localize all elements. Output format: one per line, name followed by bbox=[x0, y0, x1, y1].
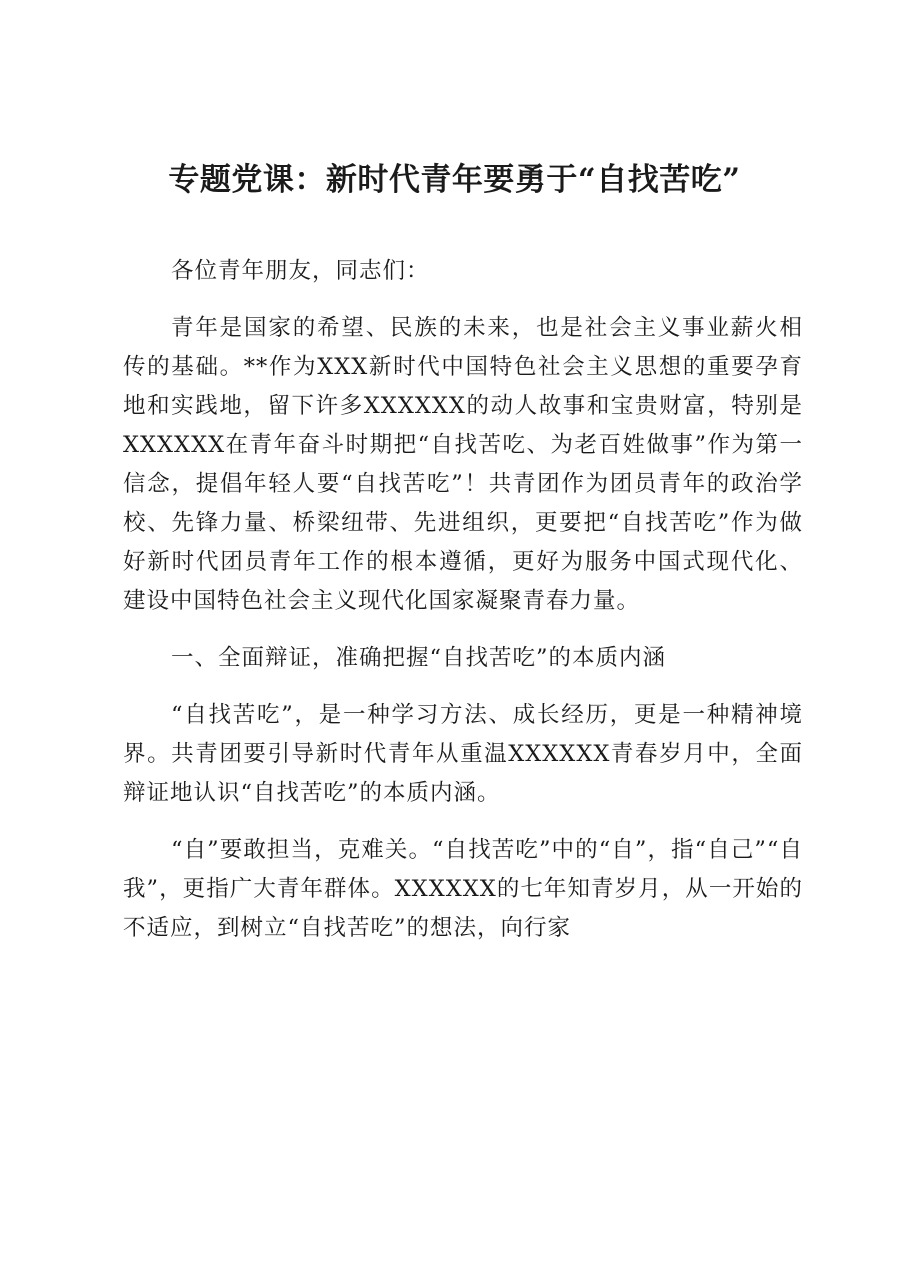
document-body bbox=[123, 252, 803, 966]
intro-paragraph: 青年是国家的希望、民族的未来，也是社会主义事业薪火相传的基础。**作为XXX新时代中国特色社会主义思想的重要孕育地和实践地，留下许多XXXXXX的动人故事和宝贵财富，特别是XXXXXX在青年奋斗时期把“自找苦吃、为老百姓做事”作为第一信念，提倡年轻人要“自找苦吃”！共青团作为团员青年的政治学校、先锋力量、桥梁纽带、先进组织，更要把“自找苦吃”作为做好新时代团员青年工作的根本遵循，更好为服务中国式现代化、建设中国特色社会主义现代化国家凝聚青春力量。 bbox=[123, 315, 803, 614]
document-title: 专题党课：新时代青年要勇于“自找苦吃” bbox=[168, 162, 741, 198]
section-paragraph: “自”要敢担当，克难关。“自找苦吃”中的“自”，指“自己”“自我”，更指广大青年群体。XXXXXX的七年知青岁月，从一开始的不适应，到树立“自找苦吃”的想法，向行家 bbox=[123, 837, 803, 941]
salutation-paragraph: 各位青年朋友，同志们： bbox=[171, 258, 430, 284]
section-heading: 一、全面辩证，准确把握“自找苦吃”的本质内涵 bbox=[171, 645, 667, 671]
section-paragraph: “自找苦吃”，是一种学习方法、成长经历，更是一种精神境界。共青团要引导新时代青年从重温XXXXXX青春岁月中，全面辩证地认识“自找苦吃”的本质内涵。 bbox=[123, 702, 803, 806]
